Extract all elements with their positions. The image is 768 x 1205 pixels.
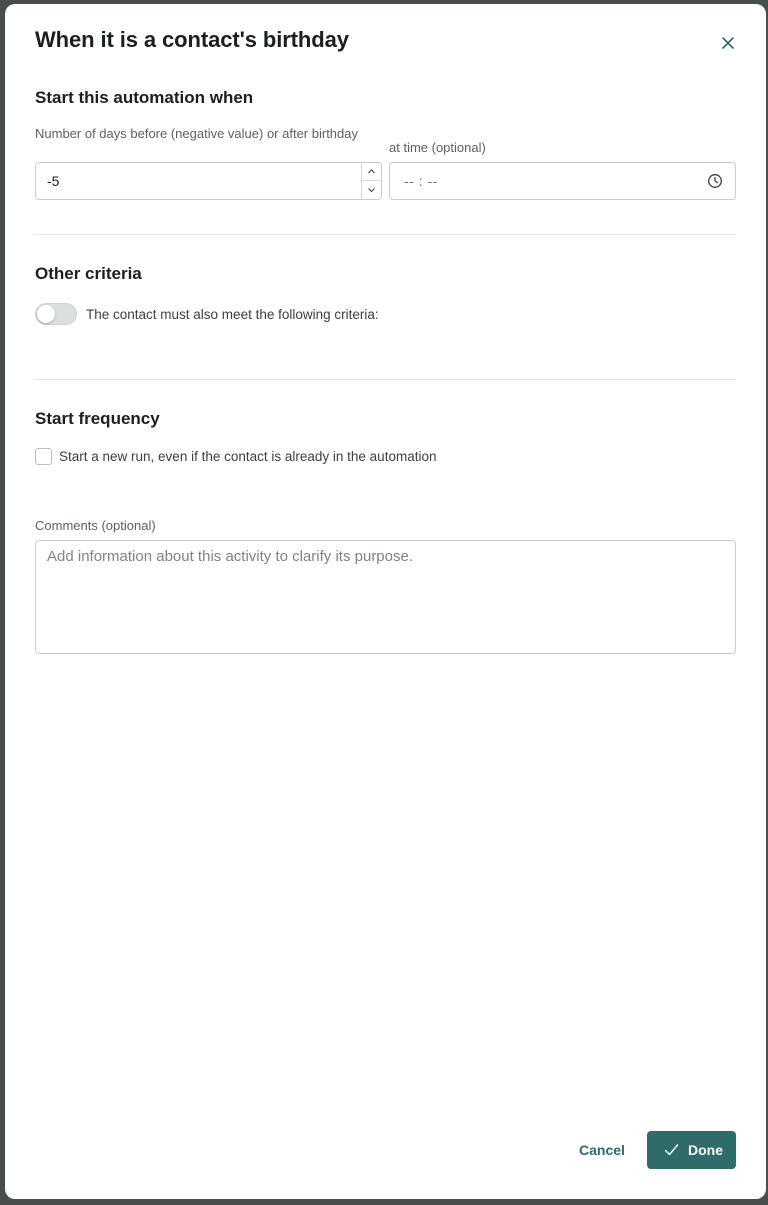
clock-icon[interactable]	[707, 173, 723, 189]
chevron-down-icon	[362, 181, 381, 199]
toggle-knob	[37, 305, 55, 323]
comments-wrapper	[35, 540, 736, 654]
chevron-up-icon	[362, 163, 381, 180]
dialog-title: When it is a contact's birthday	[35, 27, 349, 52]
done-button[interactable]	[647, 1131, 736, 1169]
criteria-toggle[interactable]	[35, 303, 77, 325]
time-field-label: at time (optional)	[389, 140, 486, 155]
close-button[interactable]	[718, 33, 738, 53]
automation-dialog	[5, 4, 766, 1199]
new-run-checkbox-label: Start a new run, even if the contact is already in the automation	[59, 449, 437, 464]
done-button-label: Done	[688, 1142, 723, 1158]
time-value: -- : --	[404, 173, 438, 189]
cancel-button[interactable]: Cancel	[571, 1131, 633, 1169]
frequency-section-heading: Start frequency	[35, 409, 160, 428]
criteria-toggle-label: The contact must also meet the following criteria:	[86, 307, 379, 322]
section-divider	[35, 234, 736, 235]
new-run-checkbox[interactable]	[35, 448, 52, 465]
days-input[interactable]	[36, 163, 381, 199]
stepper-down-button[interactable]	[362, 181, 381, 199]
comments-label: Comments (optional)	[35, 518, 156, 533]
comments-textarea[interactable]	[36, 541, 735, 653]
section-divider	[35, 379, 736, 380]
days-stepper	[361, 163, 381, 199]
stepper-up-button[interactable]	[362, 163, 381, 181]
check-icon	[664, 1143, 679, 1157]
days-field-label: Number of days before (negative value) or after birthday	[35, 126, 359, 141]
close-icon	[718, 33, 738, 53]
time-input[interactable]	[389, 162, 736, 200]
days-input-wrapper	[35, 162, 382, 200]
criteria-section-heading: Other criteria	[35, 264, 142, 283]
start-section-heading: Start this automation when	[35, 88, 254, 107]
